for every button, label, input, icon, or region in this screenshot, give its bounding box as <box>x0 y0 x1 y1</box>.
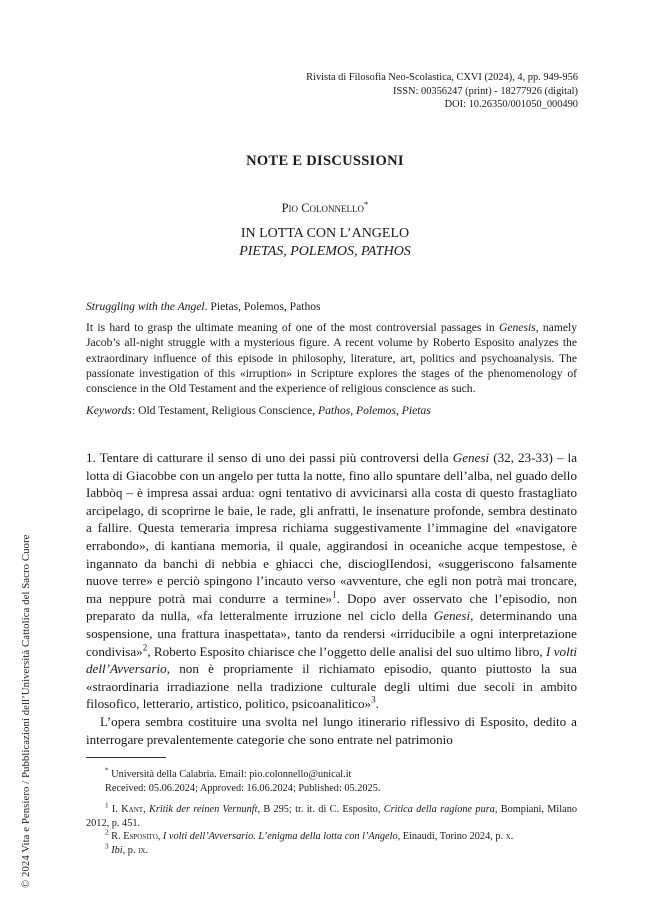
footnote-number: 2 <box>105 828 109 837</box>
author-first-name: Pio <box>281 201 299 215</box>
footnote-author: Esposito <box>123 831 158 843</box>
abstract-text <box>86 320 577 396</box>
footnote-number: 1 <box>105 801 109 810</box>
body-text: , Roberto Esposito chiarisce che l’oggetto delle analisi del suo ultimo libro, <box>147 643 547 659</box>
footnote-ref-2[interactable]: 2 <box>142 642 148 653</box>
affiliation-line <box>86 768 577 782</box>
footnote-title: Ibi <box>111 844 123 856</box>
keywords <box>86 403 577 418</box>
footnote-author: Kant <box>121 804 144 816</box>
footnote-text: . <box>145 844 149 856</box>
footnote-title: Critica della ragione pura <box>383 804 495 816</box>
journal-citation: Rivista di Filosofia Neo-Scolastica, CXVI (2024), 4, pp. 949-956 <box>306 72 578 83</box>
body-text: . <box>375 696 379 712</box>
footnote-text: , B 295; tr. it. di C. Esposito, <box>257 804 384 816</box>
author-line <box>0 198 650 216</box>
footnote-text: , p. <box>122 844 139 856</box>
keywords-plain: : Old Testament, Religious Conscience, <box>131 404 319 418</box>
abstract-title-italic: Struggling with the Angel <box>86 300 205 313</box>
affiliation-note <box>86 768 577 795</box>
footnote-page: ix <box>138 844 146 856</box>
body-emphasis: Genesi <box>433 608 471 624</box>
article-body <box>86 449 577 748</box>
dates-line: Received: 05.06.2024; Approved: 16.06.2024; Published: 05.2025. <box>105 782 381 794</box>
journal-header <box>306 71 578 112</box>
keyword-separator: , <box>350 404 357 418</box>
article-title: IN LOTTA CON L’ANGELO <box>240 226 410 241</box>
keyword-pathos: Pathos <box>318 404 351 418</box>
footnote-text: , <box>143 804 149 816</box>
footnote-ref-1[interactable]: 1 <box>332 589 337 600</box>
footnote-text: I. <box>108 804 122 816</box>
body-emphasis: Genesi <box>452 450 490 465</box>
body-text: , non è propriamente il richiamato episodio, quanto piuttosto la sua «straordinaria irradiazione nella tradizione culturale degli ultimi due secoli in ambito filosofico, letterario, artistico, politico, psicoanalitico» <box>86 661 577 712</box>
footnote-1 <box>86 803 577 830</box>
keywords-label: Keywords <box>86 404 132 418</box>
body-text: . Dopo aver osservato che l’episodio, non preparato da nulla, «fa letteralmente irruzione nel ciclo della <box>86 590 578 624</box>
doi-line: DOI: 10.26350/001050_000490 <box>444 99 578 111</box>
footnote-title: I volti dell’Avversario. L’enigma della lotta con l’Angelo <box>162 831 398 843</box>
footnote-text: , Einaudi, Torino 2024, p. <box>397 831 506 843</box>
body-paragraph-1 <box>86 449 577 713</box>
footnote-divider <box>86 757 166 758</box>
footnote-title: Kritik der reinen Vernunft <box>148 804 258 816</box>
abstract-text-part: It is hard to grasp the ultimate meaning of one of the most controversial passages in <box>86 321 499 335</box>
issn-line: ISSN: 00356247 (print) - 18277926 (digital) <box>393 85 578 97</box>
author-footnote-mark: * <box>364 198 369 209</box>
footnote-text: R. <box>108 831 124 843</box>
affiliation-text: Università della Calabria. Email: pio.colonnello@unical.it <box>108 769 352 780</box>
footnote-number: 3 <box>105 842 109 851</box>
keyword-separator: , <box>395 404 402 418</box>
abstract-title-rest: . Pietas, Polemos, Pathos <box>204 300 321 313</box>
body-emphasis: I volti dell’Avversario <box>86 643 577 677</box>
abstract-english-title <box>86 299 577 314</box>
body-text: , determinando una sospensione, una frattura inaspettata», tanto da rendersi «irriducibile a ogni interpretazione condivisa» <box>86 608 578 659</box>
section-title: NOTE E DISCUSSIONI <box>246 153 404 169</box>
keyword-pietas: Pietas <box>401 404 431 418</box>
abstract-text-part: , namely Jacob’s all-night struggle with a mysterious figure. A recent volume by Roberto Esposito analyzes the extraordinary influence of this episode in philosophy, literature, art, politics and psychoanalysis. The passionate investigation of this «irruption» in Scripture explores the stages of the phenomenology of conscience in the Old Testament and the experience of religious conscience as such. <box>86 321 578 396</box>
article-subtitle: PIETAS, POLEMOS, PATHOS <box>239 244 411 259</box>
footnote-page: x <box>505 831 511 843</box>
body-text: (32, 23-33) – la lotta di Giacobbe con un angelo per tutta la notte, fino allo spuntare dell’alba, nel guado dello Iabbòq – è impresa assai ardua: ogni tentativo di avvicinarsi alla costa di questo frastagliato arcipelago, di scoprirne le baie, le rade, gli anfratti, le insenature profonde, sembra destinato a fallire. Questa temeraria impresa richiama suggestivamente l’immagine del «navigatore errabondo», di kantiana memoria, il quale, aggirandosi in oceaniche acque tempestose, è ingannato da banchi di nebbia e ghiacci che, discioglIendosi, «suggeriscono falsamente nuove terre» e perciò spingono l’incauto verso «avventure, che egli non potrà mai troncare, ma neppure potrà mai condurre a termine» <box>86 450 577 606</box>
body-text: 1. Tentare di catturare il senso di uno dei passi più controversi della <box>86 450 453 465</box>
footnote-2 <box>86 830 577 844</box>
footnote-ref-3[interactable]: 3 <box>371 694 376 705</box>
footnote-text: . <box>510 831 514 843</box>
footnote-3 <box>86 844 577 858</box>
footnotes <box>86 768 577 858</box>
footnote-text: , <box>157 831 163 843</box>
footnote-text: , Bompiani, Milano 2012, p. 451. <box>86 804 578 829</box>
body-paragraph-2: L’opera sembra costituire una svolta nel lungo itinerario riflessivo di Esposito, dedito a interrogare prevalentemente categorie che sono entrate nel patrimonio <box>86 713 577 747</box>
author-last-name: Colonnello <box>301 201 365 215</box>
keyword-polemos: Polemos <box>356 404 396 418</box>
article-title-block <box>0 225 650 261</box>
abstract <box>86 299 577 418</box>
affiliation-mark: * <box>105 766 109 775</box>
copyright-sidebar: © 2024 Vita e Pensiero / Pubblicazioni dell’Università Cattolica del Sacro Cuore <box>20 534 32 888</box>
abstract-text-emphasis: Genesis <box>498 321 536 335</box>
